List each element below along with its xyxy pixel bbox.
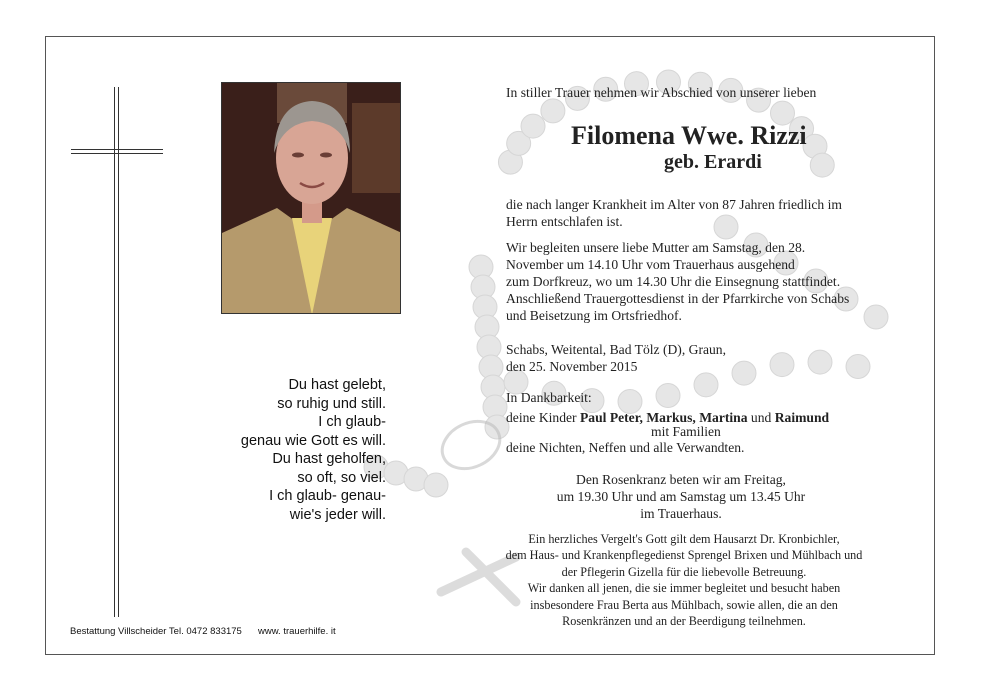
maiden-name: geb. Erardi xyxy=(664,151,762,173)
rosary-bead xyxy=(732,361,756,385)
poem-line: I ch glaub- xyxy=(318,414,386,430)
text-line: Rosenkränzen und an der Beerdigung teilnehmen. xyxy=(562,614,806,629)
text-line: der Pflegerin Gizella für die liebevolle Betreuung. xyxy=(561,564,807,579)
text-line: Herrn entschlafen ist. xyxy=(506,214,623,229)
rosary-bead xyxy=(810,153,834,177)
text-line: Den Rosenkranz beten wir am Freitag, xyxy=(576,472,786,487)
text-line: die nach langer Krankheit im Alter von 87 Jahren friedlich im xyxy=(506,197,842,212)
text-line: und Beisetzung im Ortsfriedhof. xyxy=(506,308,682,323)
text-line: dem Haus- und Krankenpflegedienst Sprengel Brixen und Mühlbach und xyxy=(505,548,863,563)
children-line: deine Kinder Paul Peter, Markus, Martina und Raimund xyxy=(506,410,830,425)
thanks-text xyxy=(494,531,874,629)
with-families: mit Familien xyxy=(651,424,721,439)
gratitude-label: In Dankbarkeit: xyxy=(506,390,592,405)
text-line: insbesondere Frau Berta aus Mühlbach, sowie allen, die an den xyxy=(530,597,838,612)
poem-line: Du hast gelebt, xyxy=(288,377,386,393)
obituary-card xyxy=(45,36,935,655)
relatives-line: deine Nichten, Neffen und alle Verwandten. xyxy=(506,440,745,455)
poem-line: so oft, so viel. xyxy=(297,469,386,486)
rosary-bead xyxy=(656,384,680,408)
rosary-bead xyxy=(846,355,870,379)
cross-horizontal-1 xyxy=(71,149,163,150)
child-name: Markus xyxy=(646,410,693,425)
cross-vertical-2 xyxy=(118,87,119,617)
text-line: Wir danken all jenen, die sie immer begleitet und besucht haben xyxy=(527,581,841,596)
poem xyxy=(216,376,386,524)
text-line: Anschließend Trauergottesdienst in der Pfarrkirche von Schabs xyxy=(506,291,850,306)
deceased-name: Filomena Wwe. Rizzi xyxy=(571,121,807,150)
conjunction: und xyxy=(747,410,775,425)
text-line: Schabs, Weitental, Bad Tölz (D), Graun, xyxy=(506,342,727,357)
child-name: Martina xyxy=(699,410,748,425)
poem-line: genau wie Gott es will. xyxy=(240,432,386,449)
text-line: Ein herzliches Vergelt's Gott gilt dem Hausarzt Dr. Kronbichler, xyxy=(528,532,840,546)
poem-line: so ruhig und still. xyxy=(277,395,386,412)
poem-line: wie's jeder will. xyxy=(289,506,386,523)
text-line: November um 14.10 Uhr vom Trauerhaus ausgehend xyxy=(506,257,795,272)
deceased-photo xyxy=(221,82,401,314)
text-line: zum Dorfkreuz, wo um 14.30 Uhr die Einsegnung stattfindet. xyxy=(506,274,841,289)
rosary-bead xyxy=(541,99,565,123)
rosary-bead xyxy=(770,353,794,377)
text-line: um 19.30 Uhr und am Samstag um 13.45 Uhr xyxy=(556,489,806,504)
death-text xyxy=(506,196,842,230)
poem-line: Du hast geholfen, xyxy=(272,451,386,467)
rosary-prayer-text xyxy=(531,471,831,522)
cross-horizontal-2 xyxy=(71,153,163,154)
funeral-text xyxy=(506,239,849,324)
child-name: Paul Peter xyxy=(579,410,640,425)
children-prefix: deine Kinder xyxy=(506,410,580,425)
footer-company: Bestattung Villscheider Tel. 0472 833175 xyxy=(70,626,242,637)
text-line: im Trauerhaus. xyxy=(640,506,722,521)
cross-vertical-1 xyxy=(114,87,115,617)
rosary-bead xyxy=(864,305,888,329)
rosary-bead xyxy=(424,473,448,497)
poem-line: I ch glaub- genau- xyxy=(269,488,386,504)
footer-website[interactable]: www. trauerhilfe. it xyxy=(258,626,336,637)
child-name: Raimund xyxy=(774,410,830,425)
rosary-bead xyxy=(521,114,545,138)
place-date xyxy=(506,341,726,375)
rosary-bead xyxy=(694,373,718,397)
intro-text: In stiller Trauer nehmen wir Abschied von unserer lieben xyxy=(506,85,817,100)
rosary-bead xyxy=(808,350,832,374)
text-line: Wir begleiten unsere liebe Mutter am Samstag, den 28. xyxy=(506,240,806,255)
text-line: den 25. November 2015 xyxy=(506,359,638,374)
